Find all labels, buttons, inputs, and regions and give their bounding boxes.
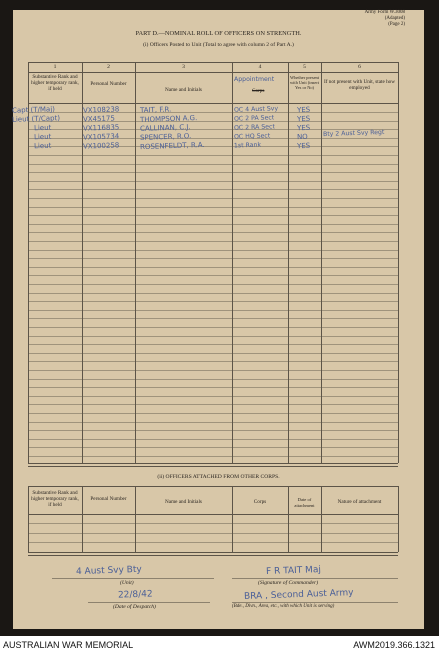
ruled-line bbox=[28, 404, 398, 405]
ruled-line bbox=[28, 164, 398, 165]
table1-right-border bbox=[398, 62, 399, 463]
despatch-date-label: (Date of Despatch) bbox=[113, 604, 156, 610]
table2-header-personal-number: Personal Number bbox=[90, 496, 127, 502]
header-present: Whether present with Unit (insert Yes or No) bbox=[289, 75, 320, 90]
row4-employment-note: Bty 2 Aust Svy Regt bbox=[322, 128, 385, 139]
ruled-line bbox=[28, 533, 398, 534]
header-absent-employment: If not present with Unit, state how employed bbox=[323, 79, 396, 91]
row5-number: VX100258 bbox=[82, 141, 120, 151]
despatch-date-underline bbox=[88, 602, 210, 603]
form-adapted-note: (Adapted) bbox=[384, 16, 405, 21]
ruled-line bbox=[28, 396, 398, 397]
ruled-line bbox=[28, 430, 398, 431]
ruled-line bbox=[28, 327, 398, 328]
row1-name: TAIT, F.R. bbox=[139, 105, 172, 115]
ruled-line bbox=[28, 215, 398, 216]
ruled-line bbox=[28, 542, 398, 543]
row5-name: ROSENFELDT, R.A. bbox=[139, 140, 205, 152]
row2-number: VX45175 bbox=[82, 114, 115, 124]
ruled-line bbox=[28, 284, 398, 285]
header-corps-handwritten: Appointment bbox=[234, 76, 275, 83]
row4-present: NO bbox=[296, 132, 308, 142]
ruled-line bbox=[28, 301, 398, 302]
commander-underline bbox=[232, 578, 398, 579]
ruled-line bbox=[28, 422, 398, 423]
unit-underline bbox=[52, 578, 214, 579]
column-number-3: 3 bbox=[182, 64, 185, 70]
table2-header-border bbox=[28, 514, 398, 515]
column-number-1: 1 bbox=[53, 64, 57, 70]
column-number-6: 6 bbox=[358, 64, 361, 70]
ruled-line bbox=[28, 172, 398, 173]
row2-present: YES bbox=[296, 114, 311, 124]
ruled-line bbox=[28, 523, 398, 524]
unit-label: (Unit) bbox=[120, 580, 134, 586]
ruled-line bbox=[28, 155, 398, 156]
header-personal-number: Personal Number bbox=[90, 81, 127, 87]
table2-top-border bbox=[28, 486, 398, 487]
row4-rank: Lieut bbox=[33, 132, 52, 142]
ruled-line bbox=[28, 189, 398, 190]
row3-name: CALLINAN, C.J. bbox=[139, 123, 191, 133]
serving-location-label: (Bde., Divn., Area, etc., with which Unit is serving) bbox=[232, 604, 335, 609]
table1-bottom-double-border bbox=[28, 466, 398, 467]
header-rank: Substantive Rank and higher temporary rank, if held bbox=[31, 74, 79, 92]
ruled-line bbox=[28, 336, 398, 337]
ruled-line bbox=[28, 232, 398, 233]
despatch-date-value: 22/8/42 bbox=[117, 589, 153, 601]
commander-signature: F R TAIT Maj bbox=[265, 565, 322, 577]
ruled-line bbox=[28, 258, 398, 259]
row5-rank: Lieut bbox=[33, 141, 52, 151]
row2-corps: OC 2 PA Sect bbox=[233, 114, 275, 123]
section1-title: (i) Officers Posted to Unit (Total to agree with column 2 of Part A.) bbox=[143, 42, 294, 48]
table2-right-border bbox=[398, 486, 399, 552]
row3-number: VX116835 bbox=[82, 123, 120, 133]
ruled-line bbox=[28, 267, 398, 268]
ruled-line bbox=[28, 241, 398, 242]
ruled-line bbox=[28, 344, 398, 345]
footer-institution: AUSTRALIAN WAR MEMORIAL bbox=[3, 640, 134, 650]
ruled-line bbox=[28, 250, 398, 251]
ruled-line bbox=[28, 447, 398, 448]
serving-location-value: BRA , Second Aust Army bbox=[243, 588, 354, 602]
footer-accession-number: AWM2019.366.1321 bbox=[353, 640, 435, 650]
table1-bottom-border bbox=[28, 463, 398, 464]
row1-number: VX108238 bbox=[82, 105, 120, 115]
ruled-line bbox=[28, 552, 398, 553]
row3-corps: OC 2 RA Sect bbox=[233, 123, 275, 132]
ruled-line bbox=[28, 198, 398, 199]
column-number-4: 4 bbox=[258, 64, 262, 70]
section2-title: (ii) OFFICERS ATTACHED FROM OTHER CORPS. bbox=[157, 474, 280, 480]
table1-divider-present bbox=[321, 62, 322, 463]
ruled-line bbox=[28, 293, 398, 294]
table1-divider-corps bbox=[288, 62, 289, 463]
row2-rank: Lieut (T/Capt) bbox=[11, 114, 61, 124]
form-page-number: (Page 2) bbox=[388, 22, 405, 27]
ruled-line bbox=[28, 181, 398, 182]
row5-corps: 1st Rank bbox=[233, 141, 262, 150]
header-corps-struck: Corps bbox=[252, 88, 265, 94]
ruled-line bbox=[28, 387, 398, 388]
table1-header-border bbox=[28, 103, 398, 104]
table1-divider-number bbox=[135, 62, 136, 463]
row1-corps: OC 4 Aust Svy bbox=[233, 105, 279, 114]
table2-header-name-initials: Name and Initials bbox=[165, 499, 202, 505]
ruled-line bbox=[28, 370, 398, 371]
table2-header-corps: Corps bbox=[253, 499, 267, 505]
column-number-5: 5 bbox=[303, 64, 306, 70]
commander-label: (Signature of Commander) bbox=[258, 580, 319, 586]
table1-divider-name bbox=[232, 62, 233, 463]
table2-header-rank: Substantive Rank and higher temporary rank, if held bbox=[31, 490, 79, 508]
row4-name: SPENCER, R.O. bbox=[139, 132, 192, 142]
part-title: PART D.—NOMINAL ROLL OF OFFICERS ON STRENGTH. bbox=[135, 30, 302, 37]
ruled-line bbox=[28, 439, 398, 440]
ruled-line bbox=[28, 275, 398, 276]
ruled-line bbox=[28, 379, 398, 380]
row4-corps: OC HQ Sect bbox=[233, 132, 271, 141]
ruled-line bbox=[28, 456, 398, 457]
ruled-line bbox=[28, 353, 398, 354]
table2-bottom-double-border bbox=[28, 555, 398, 556]
row4-number: VX105734 bbox=[82, 132, 120, 142]
row3-rank: Lieut bbox=[33, 123, 52, 133]
table2-header-date: Date of attachment bbox=[294, 497, 315, 508]
table2-header-nature: Nature of attachment bbox=[337, 499, 382, 505]
row1-present: YES bbox=[296, 105, 311, 115]
ruled-line bbox=[28, 413, 398, 414]
ruled-line bbox=[28, 361, 398, 362]
ruled-line bbox=[28, 310, 398, 311]
unit-signature-value: 4 Aust Svy Bty bbox=[75, 564, 142, 578]
table1-top-border bbox=[28, 62, 398, 63]
column-number-2: 2 bbox=[107, 64, 110, 70]
ruled-line bbox=[28, 207, 398, 208]
row2-name: THOMPSON A.G. bbox=[139, 114, 198, 124]
form-identifier bbox=[325, 10, 405, 28]
header-name-initials: Name and Initials bbox=[165, 87, 202, 93]
ruled-line bbox=[28, 224, 398, 225]
row3-present: YES bbox=[296, 123, 311, 133]
ruled-line bbox=[28, 318, 398, 319]
serving-location-underline bbox=[232, 602, 398, 603]
row5-present: YES bbox=[296, 141, 311, 151]
form-number: Army Form W.3008 bbox=[364, 10, 405, 15]
row1-rank: Capt (T/Maj) bbox=[11, 105, 56, 115]
table1-number-row-border bbox=[28, 72, 398, 73]
